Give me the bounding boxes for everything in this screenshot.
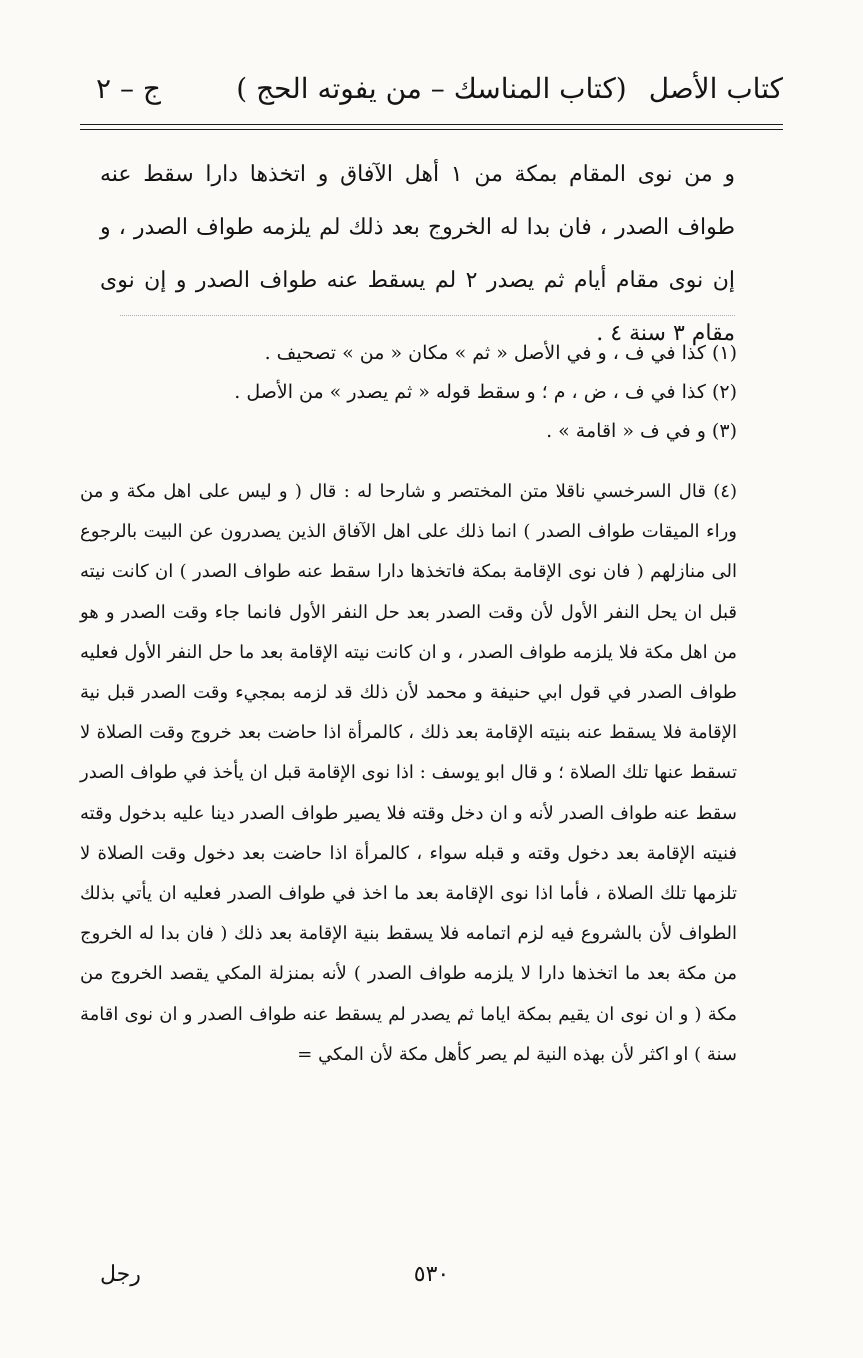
header-volume: ج – ٢ [96,72,161,105]
header-book-title: كتاب الأصل [648,72,783,105]
main-paragraph: و من نوى المقام بمكة من ١ أهل الآفاق و اتخذها دارا سقط عنه طواف الصدر ، فان بدا له الخروج بعد ذلك لم يلزمه طواف الصدر ، و إن نوى مقام أيام ثم يصدر ٢ لم يسقط عنه طواف الصدر و إن نوى مقام ٣ سنة ٤ . [100,162,735,346]
catchword: رجل [100,1262,141,1287]
header-rule-top [80,124,783,125]
footnote-separator [120,315,735,316]
footnote-3: (٣) و في ف « اقامة » . [546,420,737,442]
running-header [80,72,783,122]
page-number: ٥٣٠ [413,1262,450,1287]
footnote-4 [80,472,737,1075]
page-footer [80,1262,783,1302]
header-chapter-title: (كتاب المناسك – من يفوته الحج ) [236,72,627,105]
footnote-2: (٢) كذا في ف ، ض ، م ؛ و سقط قوله « ثم يصدر » من الأصل . [234,381,737,403]
header-rule-bottom [80,129,783,130]
footnotes [100,334,737,451]
footnote-1: (١) كذا في ف ، و في الأصل « ثم » مكان « من » تصحيف . [264,342,737,364]
footnote-4-text: (٤) قال السرخسي ناقلا متن المختصر و شارحا له : قال ( و ليس على اهل مكة و من وراء الميقات طواف الصدر ) انما ذلك على اهل الآفاق الذين يصدرون عن البيت بالرجوع الى منازلهم ( فان نوى الإقامة بمكة فاتخذها دارا سقط عنه طواف الصدر ) ان كانت نيته قبل ان يحل النفر الأول لأن وقت الصدر بعد حل النفر الأول فانما جاء وقت الصدر و هو من اهل مكة فلا يلزمه طواف الصدر ، و ان كانت نيته الإقامة بعد ما حل النفر الأول فعليه طواف الصدر في قول ابي حنيفة و محمد لأن ذلك قد لزمه بمجيء وقت الصدر قبل نية الإقامة فلا يسقط عنه بنيته الإقامة بعد ذلك ، كالمرأة اذا حاضت بعد خروج وقت الصلاة لا تسقط عنها تلك الصلاة ؛ و قال ابو يوسف : اذا نوى الإقامة قبل ان يأخذ في طواف الصدر سقط عنه طواف الصدر لأنه و ان دخل وقته فلا يصير طواف الصدر دينا عليه بدخول وقته فنيته الإقامة بعد دخول وقته و قبله سواء ، كالمرأة اذا حاضت بعد دخول وقت الصلاة لا تلزمها تلك الصلاة ، فأما اذا نوى الإقامة بعد ما اخذ في طواف الصدر فعليه ان يأتي بذلك الطواف لأن بالشروع فيه لزم اتمامه فلا يسقط بنية الإقامة بعد ذلك ( فان بدا له الخروج من مكة بعد ما اتخذها دارا لا يلزمه طواف الصدر ) لأنه بمنزلة المكي يقصد الخروج من مكة ( و ان نوى ان يقيم بمكة اياما ثم يصدر لم يسقط عنه طواف الصدر و ان نوى اقامة سنة ) او اكثر لأن بهذه النية لم يصر كأهل مكة لأن المكي = [80,481,737,1065]
main-text [100,148,735,360]
